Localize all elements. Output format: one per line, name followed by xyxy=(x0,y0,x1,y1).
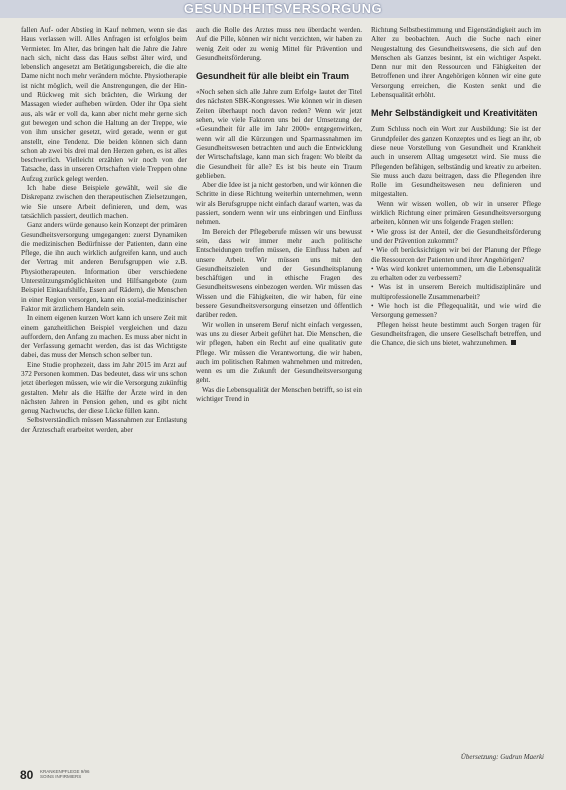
section-header-bar xyxy=(0,0,566,18)
body-paragraph: fallen Auf- oder Abstieg in Kauf nehmen, wenn sie das Haus verlassen will. Alles Anfragen ist erfolglos beim Vermieter. Im Alter, das bringen halt die Jahre die Jahre nach sich, nicht dass das Haus selbst älter wird, und lebenslich angesetzt am Betätigungsbereich, die die alte Dame nicht noch mehr verändern möchte. Physiotherapie ist nicht möglich, weil die Anstrengungen, die der Hin- und Rückweg mit sich brächten, die Wirkung der Massagen wieder aufheben würden. Oder ihr Opa sieht aus, als wär er voll da, kann aber nicht mehr gerne sich gut bewegen und schon die Haltung an der Treppe, wie von ihm unsicher gesetzt, wird gerade, wenn er gut anstellt, eine Tendenz. Die beiden können sich dann schon ab zwei bis drei mal den Herzen gehen, es ist alles beschwerlich. Vielleicht erzählen wir noch von der Tatsache, dass in unseren Ortschaften viele Treppen ohne Aufzug zurück gelegt werden. xyxy=(21,26,187,183)
question-item: • Was ist in unserem Bereich multidisziplinäre und multiprofessionelle Zusammenarbeit? xyxy=(371,283,541,301)
body-paragraph: Ich habe diese Beispiele gewählt, weil sie die Diskrepanz zwischen den therapeutischen Zielsetzungen, wie Sie unsere Arbeit definieren, und dem, was tatsächlich passiert, deutlich machen. xyxy=(21,184,187,220)
section-title: GESUNDHEITSVERSORGUNG xyxy=(183,1,383,16)
text-column-1 xyxy=(21,26,187,766)
body-paragraph: In einem eigenen kurzen Wort kann ich unsere Zeit mit einem ganzheitlichen Beispiel vergleichen und dazu auffordern, den Anfang zu machen. Es muss aber nicht in der Verfassung gemacht werden, das ist das Wichtigste dabei, das muss der Mensch schon selber tun. xyxy=(21,314,187,360)
page-number: 80 xyxy=(20,768,34,782)
source-line: SOINS INFIRMIERS xyxy=(40,774,82,779)
body-paragraph: Wenn wir wissen wollen, ob wir in unserer Pflege wirklich Richtung einer primären Gesundheitsversorgung arbeiten, können wir uns folgende Fragen stellen: xyxy=(371,199,541,227)
body-paragraph: Eine Studie prophezeit, dass im Jahr 2015 im Arzt auf 372 Personen kommen. Das bedeutet, dass wir uns schon jetzt überlegen müssen, wie wir die Versorgung zukünftig gestalten. Mehr als die Hälfte der Ärzte wird in den nächsten Jahren in Pension gehen, und es gibt nicht genug Nachwuchs, der diese Lücke füllen kann. xyxy=(21,360,187,416)
question-item: • Wie gross ist der Anteil, der die Gesundheitsförderung und der Prävention zukommt? xyxy=(371,227,541,245)
body-paragraph: Was die Lebensqualität der Menschen betrifft, so ist ein wichtiger Trend in xyxy=(196,385,362,403)
body-paragraph: Selbstverständlich müssen Massnahmen zur Entlastung der Ärzteschaft erarbeitet werden, aber xyxy=(21,416,187,434)
body-paragraph: Wir wollen in unserem Beruf nicht einfach vergessen, was uns zu dieser Arbeit geführt hat. Die Menschen, die wir pflegen, haben ein Recht auf eine qualitativ gute Pflege. Wir müssen die Verantwortung, die wir haben, auch im politischen Rahmen wahrnehmen und mitreden, wenn es um die Zukunft der Gesundheitsversorgung geht. xyxy=(196,320,362,385)
question-item: • Was wird konkret unternommen, um die Lebensqualität zu erhalten oder zu verbessern? xyxy=(371,264,541,283)
body-paragraph: auch die Rolle des Arztes muss neu überdacht werden. Auf die Pille, können wir nicht verzichten, wir haben zu wenig Zeit oder zu wenig Mittel für Prävention und Gesundheitsförderung. xyxy=(196,26,362,62)
body-paragraph: Im Bereich der Pflegeberufe müssen wir uns bewusst sein, dass wir immer mehr auch politische Entscheidungen treffen müssen, die Einfluss haben auf unsere Arbeit. Wir müssen uns mit den Gesundheitszielen und der Gesundheitsplanung beschäftigen und in ethische Fragen des Gesundheitswesens einbezogen werden. Wir müssen das Wissen und die Fähigkeiten, die wir haben, für eine bessere Gesundheitsversorgung einsetzen und öffentlich darüber reden. xyxy=(196,227,362,320)
body-paragraph: Aber die Idee ist ja nicht gestorben, und wir können die Schritte in diese Richtung weiterhin unternehmen, wenn wir als Berufsgruppe nicht einfach darauf warten, was da passiert, sondern wenn wir uns einbringen und Einfluss nehmen. xyxy=(196,181,362,227)
body-paragraph: Zum Schluss noch ein Wort zur Ausbildung: Sie ist der Grundpfeiler des ganzen Konzeptes und es liegt an ihr, ob diese neue Vorstellung von Gesundheit und Krankheit auch in unserem Alltag umgesetzt wird. Sie muss die Pflegenden befähigen, selbständig und kreativ zu arbeiten. Sie muss auch dazu beitragen, dass die Pflegenden ihre Rolle im Gesundheitswesen neu definieren und mitgestalten. xyxy=(371,125,541,199)
body-paragraph xyxy=(371,321,541,349)
publication-source xyxy=(40,769,90,779)
source-line: KRANKENPFLEGE 9/96 xyxy=(40,769,90,774)
question-item: • Wie oft berücksichtigen wir bei der Planung der Pflege die Ressourcen der Patienten und ihrer Angehörigen? xyxy=(371,246,541,264)
closing-paragraph-text: Pflegen heisst heute bestimmt auch Sorgen tragen für Gesundheitsfragen, die unsere Gesellschaft betreffen, und die Chance, die sich uns bietet, wahrzunehmen. xyxy=(371,320,541,348)
text-column-2 xyxy=(196,26,362,766)
text-column-3 xyxy=(371,26,541,766)
translator-byline: Übersetzung: Gudrun Maerki xyxy=(460,753,544,761)
body-paragraph: Richtung Selbstbestimmung und Eigenständigkeit auch im Alter zu beobachten. Auch die Suche nach einer Neugestaltung des Gesundheitswesens, die sich auf den Menschen als Ganzes besinnt, ist ein wichtiger Aspekt. Denn nur mit den Ressourcen und Fähigkeiten der Betroffenen und ihrer Angehörigen können wir eine gute Versorgung erreichen, die Kosten senkt und die Lebensqualität erhöht. xyxy=(371,26,541,100)
body-paragraph: Ganz anders würde genauso kein Konzept der primären Gesundheitsversorgung umgegangen: zuerst Dynamiken die medizinischen Bedürfnisse der Patienten, dann eine Pflege, die ihn auch wirklich aufgreifen kann, und auch der Vertrag mit anderen Berufsgruppen wie z.B. Physiotherapeuten. Information über verschiedene Unterstützungsmöglichkeiten und Hilfsangebote (zum Beispiel Einkaufshilfe, Essen auf Rädern), die Menschen in einer Region versorgen, kann ein sozial-medizinischer Faktor mit ärztlichem Handeln sein. xyxy=(21,221,187,313)
article-subhead: Mehr Selbständigkeit und Kreativitäten xyxy=(371,108,538,119)
article-subhead: Gesundheit für alle bleibt ein Traum xyxy=(196,71,350,82)
body-paragraph: «Noch sehen sich alle Jahre zum Erfolg» lautet der Titel des nächsten SBK-Kongresses. Wie können wir in diesen Zeiten überhaupt noch davon reden? Wenn wir jetzt sehen, wie viele Faktoren uns bei der Umsetzung der «Gesundheit für alle im Jahr 2000» entgegenwirken, wenn wir all die Kürzungen und Sparmassnahmen im Gesundheitswesen betrachten und auch die Entwicklung der Wirtschaftslage, kann man sich fragen: Wo bleibt da die Gesundheit für alle? Es ist bis heute ein Traum geblieben. xyxy=(196,88,362,180)
question-item: • Wie hoch ist die Pflegequalität, und wie wird die Versorgung gemessen? xyxy=(371,302,541,320)
end-mark-icon xyxy=(511,340,516,345)
